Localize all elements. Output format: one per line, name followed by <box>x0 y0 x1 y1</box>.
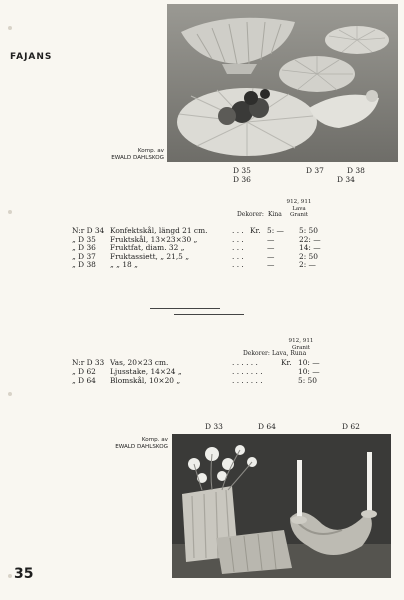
table-cell-kina: — <box>267 234 275 244</box>
table-cell-lava: 2: 50 <box>299 251 318 261</box>
credit-line: Komp. av <box>137 148 164 154</box>
code-label: D 62 <box>342 422 360 431</box>
divider <box>150 308 220 309</box>
table-cell-dots: . . . <box>232 234 244 244</box>
table-cell-kina: — <box>267 251 275 261</box>
column-header-lava-runa: 912, 911 Granit <box>288 338 314 351</box>
code-label: D 37 <box>306 166 324 175</box>
table-cell-dots: . . . . . . <box>232 358 258 367</box>
binder-hole <box>8 26 12 30</box>
table-cell-kr: Kr. <box>281 358 292 367</box>
credit-line: EWALD DAHLSKOG <box>111 155 164 161</box>
table-cell-no: „ D 38 <box>72 260 96 269</box>
table-cell-no: „ D 35 <box>72 234 96 244</box>
divider <box>174 314 244 315</box>
column-header-lava: 912, 911 Lava Granit <box>286 199 312 218</box>
table-cell-val: 5: 50 <box>298 376 317 385</box>
page-number: 35 <box>14 566 34 582</box>
table-cell-no: „ D 64 <box>72 376 96 385</box>
credit-line: Komp. av <box>141 437 168 443</box>
fruit-bowls-illustration <box>167 4 398 162</box>
code-label: D 38 <box>347 166 365 175</box>
table-cell-kina: 5: — <box>267 226 284 235</box>
code-label: D 35 <box>233 166 251 175</box>
designer-credit <box>104 148 164 162</box>
table-cell-name: Blomskål, 10×20 „ <box>110 376 181 385</box>
table-cell-name: „ „ 18 „ <box>110 260 138 269</box>
table-cell-lava: 2: — <box>299 260 316 269</box>
column-header-dekorer: Dekorer: <box>243 350 270 357</box>
column-header-lava-runa: Lava, Runa <box>272 350 307 357</box>
table-cell-dots: . . . . . . . <box>232 376 263 385</box>
table-cell-no: N:r D 34 <box>72 226 105 235</box>
table-cell-kr: Kr. <box>250 226 261 235</box>
table-cell-no: „ D 37 <box>72 251 96 261</box>
table-cell-name: Ljusstake, 14×24 „ <box>110 367 182 376</box>
credit-line: EWALD DAHLSKOG <box>115 444 168 450</box>
table-cell-kina: — <box>267 243 275 252</box>
binder-hole <box>8 210 12 214</box>
table-cell-lava: 22: — <box>299 234 321 244</box>
table-cell-val: 10: — <box>298 358 320 367</box>
product-photo-vase-candlestick <box>172 434 391 578</box>
table-cell-dots: . . . <box>232 226 244 235</box>
vase-candlestick-illustration <box>172 434 391 578</box>
code-label: D 36 <box>233 175 251 184</box>
code-label: D 34 <box>337 175 355 184</box>
binder-hole <box>8 392 12 396</box>
code-label: D 33 <box>205 422 223 431</box>
table-cell-no: „ D 62 <box>72 367 96 376</box>
table-cell-dots: . . . <box>232 251 244 261</box>
table-cell-no: N:r D 33 <box>72 358 105 367</box>
table-cell-dots: . . . <box>232 260 244 269</box>
table-cell-val: 10: — <box>298 367 320 376</box>
table-cell-name: Vas, 20×23 cm. <box>110 358 169 367</box>
table-cell-no: „ D 36 <box>72 243 96 252</box>
column-header-kina: Kina <box>268 211 282 218</box>
table-cell-name: Konfektskål, längd 21 cm. <box>110 226 208 235</box>
product-photo-fruit-bowls <box>167 4 398 162</box>
table-cell-lava: 14: — <box>299 243 321 252</box>
table-cell-dots: . . . . . . . <box>232 367 263 376</box>
table-cell-lava: 5: 50 <box>299 226 318 235</box>
table-cell-name: Fruktskål, 13×23×30 „ <box>110 234 198 244</box>
column-header-dekorer: Dekorer: <box>237 211 264 218</box>
code-label: D 64 <box>258 422 276 431</box>
table-cell-dots: . . . <box>232 243 244 252</box>
section-title: FAJANS <box>10 52 53 62</box>
designer-credit <box>108 437 168 451</box>
binder-hole <box>8 574 12 578</box>
table-cell-name: Fruktassiett, „ 21,5 „ <box>110 251 190 261</box>
table-cell-name: Fruktfat, diam. 32 „ <box>110 243 185 252</box>
table-cell-kina: — <box>267 260 275 269</box>
